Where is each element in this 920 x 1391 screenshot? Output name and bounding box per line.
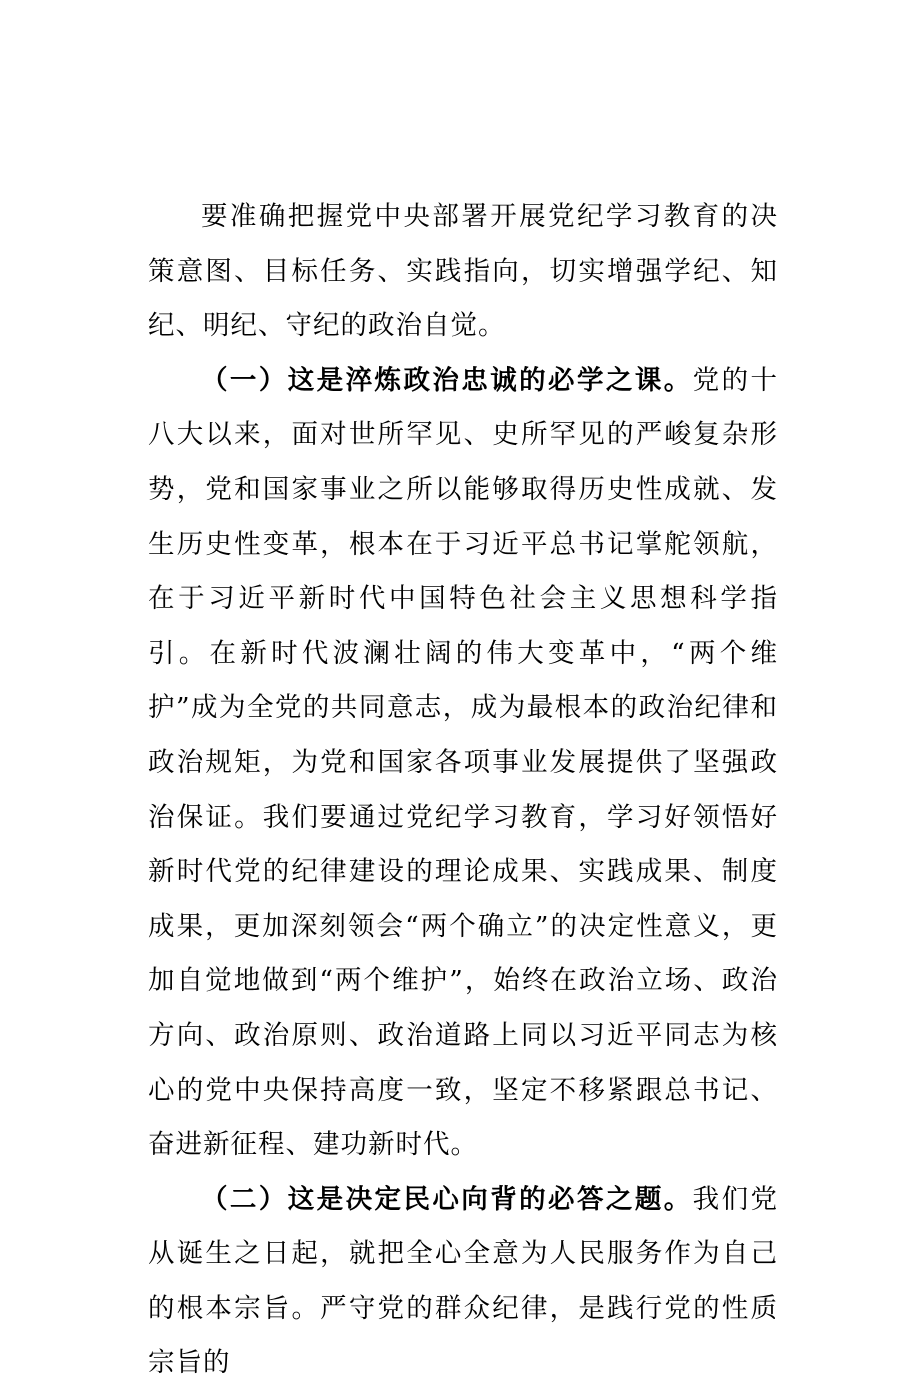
document-body [148, 190, 778, 1391]
intro-paragraph [148, 190, 778, 354]
section-two-heading: （二）这是决定民心向背的必答之题。 [201, 1183, 693, 1215]
section-one-text: 党的十八大以来，面对世所罕见、史所罕见的严峻复杂形势，党和国家事业之所以能够取得历史性成就、发生历史性变革，根本在于习近平总书记掌舵领航，在于习近平新时代中国特色社会主义思想科学指引。在新时代波澜壮阔的伟大变革中，“两个维护”成为全党的共同意志，成为最根本的政治纪律和政治规矩，为党和国家各项事业发展提供了坚强政治保证。我们要通过党纪学习教育，学习好领悟好新时代党的纪律建设的理论成果、实践成果、制度成果，更加深刻领会“两个确立”的决定性意义，更加自觉地做到“两个维护”，始终在政治立场、政治方向、政治原则、政治道路上同以习近平同志为核心的党中央保持高度一致，坚定不移紧跟总书记、奋进新征程、建功新时代。 [148, 364, 779, 1161]
section-two-text: 我们党从诞生之日起，就把全心全意为人民服务作为自己的根本宗旨。严守党的群众纪律，是践行党的性质宗旨的 [148, 1183, 779, 1379]
section-one-heading: （一）这是淬炼政治忠诚的必学之课。 [201, 364, 693, 396]
intro-paragraph-text: 要准确把握党中央部署开展党纪学习教育的决策意图、目标任务、实践指向，切实增强学纪、知纪、明纪、守纪的政治自觉。 [148, 201, 778, 342]
section-two-paragraph [148, 1173, 778, 1391]
section-one-paragraph [148, 354, 778, 1173]
